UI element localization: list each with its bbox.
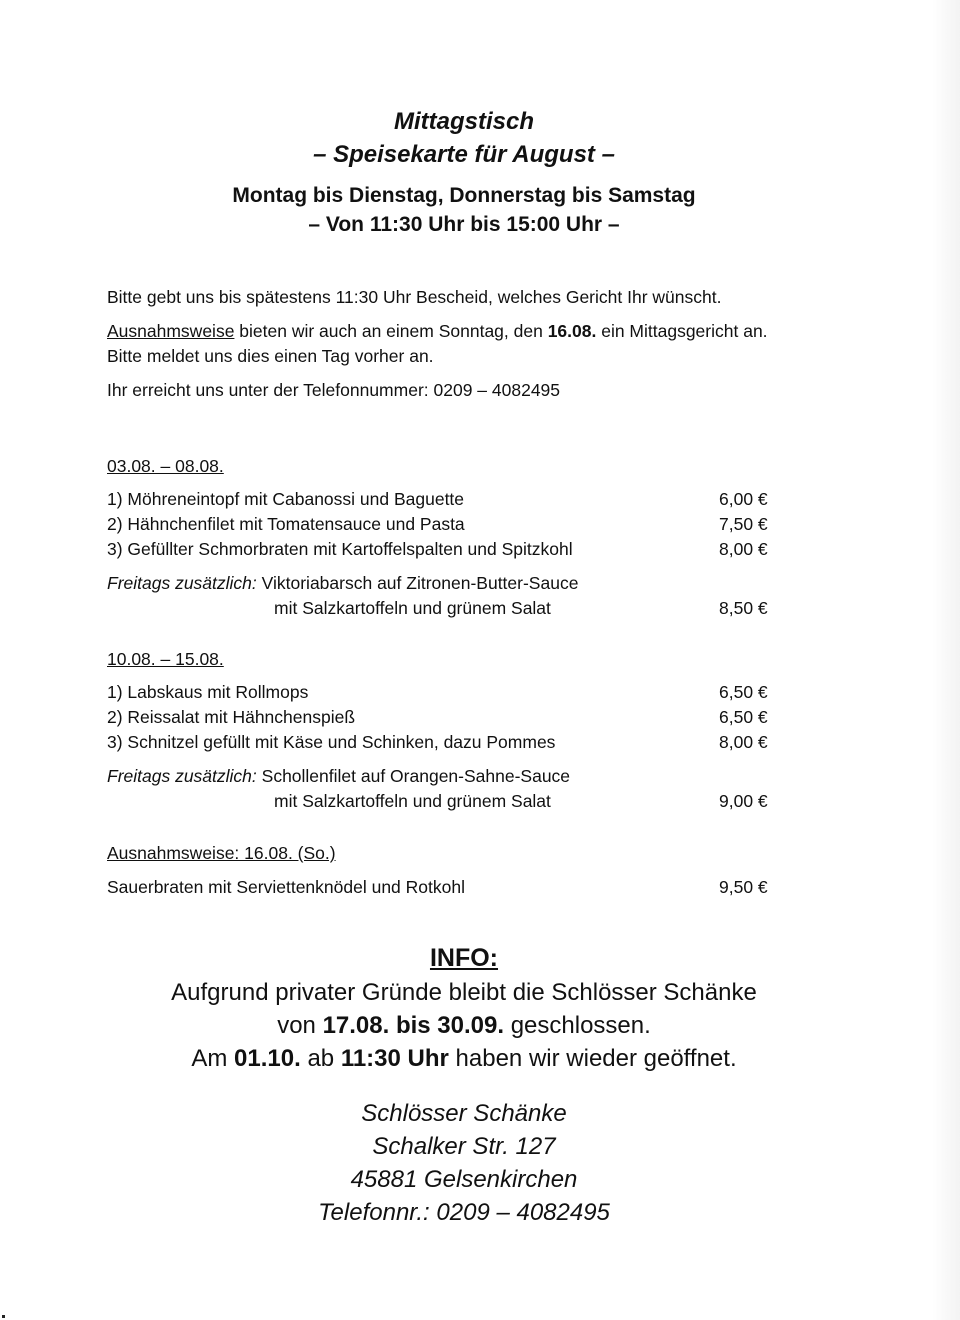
week2-friday-dish: Schollenfilet auf Orangen-Sahne-Sauce: [256, 766, 571, 786]
week2-item-price: 8,00 €: [719, 732, 768, 752]
page-subtitle: – Speisekarte für August –: [313, 141, 615, 168]
note-sunday-offer: Ausnahmsweise bieten wir auch an einem Sonntag, den 16.08. ein Mittagsgericht an.: [107, 321, 768, 341]
week2-friday-label: Freitags zusätzlich:: [107, 766, 257, 786]
note-sunday-date: 16.08.: [547, 321, 597, 341]
page-edge-shadow: [932, 0, 960, 1320]
week1-friday-dish: Viktoriabarsch auf Zitronen-Butter-Sauce: [256, 573, 579, 593]
info-closure-reason: Aufgrund privater Gründe bleibt die Schlösser Schänke: [171, 979, 757, 1006]
week2-friday-sides: mit Salzkartoffeln und grünem Salat: [274, 791, 551, 811]
address-street: Schalker Str. 127: [372, 1133, 556, 1160]
note-order-deadline: Bitte gebt uns bis spätestens 11:30 Uhr Bescheid, welches Gericht Ihr wünscht.: [107, 287, 722, 307]
week1-friday-label: Freitags zusätzlich:: [107, 573, 257, 593]
week1-item-price: 6,00 €: [719, 489, 768, 509]
week1-item-price: 7,50 €: [719, 514, 768, 534]
sunday-heading: Ausnahmsweise: 16.08. (So.): [107, 843, 336, 863]
address-phone: Telefonnr.: 0209 – 4082495: [318, 1199, 610, 1226]
week1-dates: 03.08. – 08.08.: [107, 456, 224, 476]
reopening-time: 11:30 Uhr: [340, 1045, 449, 1072]
info-closure-dates: von 17.08. bis 30.09. geschlossen.: [277, 1012, 651, 1039]
reopening-date: 01.10.: [234, 1045, 301, 1072]
week2-item-price: 6,50 €: [719, 707, 768, 727]
sunday-dish: Sauerbraten mit Serviettenknödel und Rotkohl: [107, 877, 465, 897]
note-exception-word: Ausnahmsweise: [107, 321, 235, 341]
opening-days: Montag bis Dienstag, Donnerstag bis Samstag: [232, 184, 696, 207]
week1-item-name: 2) Hähnchenfilet mit Tomatensauce und Pasta: [107, 514, 465, 534]
sunday-price: 9,50 €: [719, 877, 768, 897]
week2-item-name: 1) Labskaus mit Rollmops: [107, 682, 309, 702]
scan-dot: [2, 1315, 5, 1318]
info-reopening: Am 01.10. ab 11:30 Uhr haben wir wieder geöffnet.: [191, 1045, 737, 1072]
week1-item-name: 3) Gefüllter Schmorbraten mit Kartoffelspalten und Spitzkohl: [107, 539, 573, 559]
week1-friday-sides: mit Salzkartoffeln und grünem Salat: [274, 598, 551, 618]
week2-item-name: 3) Schnitzel gefüllt mit Käse und Schinken, dazu Pommes: [107, 732, 556, 752]
address-city: 45881 Gelsenkirchen: [350, 1166, 578, 1193]
note-phone: Ihr erreicht uns unter der Telefonnummer: 0209 – 4082495: [107, 380, 561, 400]
week2-friday-special: [107, 766, 570, 787]
week1-item-price: 8,00 €: [719, 539, 768, 559]
week1-item-name: 1) Möhreneintopf mit Cabanossi und Baguette: [107, 489, 465, 509]
week1-friday-price: 8,50 €: [719, 598, 768, 618]
closure-period: 17.08. bis 30.09.: [322, 1012, 505, 1039]
week1-friday-special: [107, 573, 578, 594]
week2-friday-price: 9,00 €: [719, 791, 768, 811]
opening-hours: – Von 11:30 Uhr bis 15:00 Uhr –: [308, 213, 620, 236]
note-notify: Bitte meldet uns dies einen Tag vorher an.: [107, 346, 434, 366]
week2-item-price: 6,50 €: [719, 682, 768, 702]
page-title: Mittagstisch: [393, 108, 534, 135]
week2-item-name: 2) Reissalat mit Hähnchenspieß: [107, 707, 356, 727]
week2-dates: 10.08. – 15.08.: [107, 649, 224, 669]
address-name: Schlösser Schänke: [361, 1100, 567, 1127]
info-heading: INFO:: [429, 944, 499, 972]
